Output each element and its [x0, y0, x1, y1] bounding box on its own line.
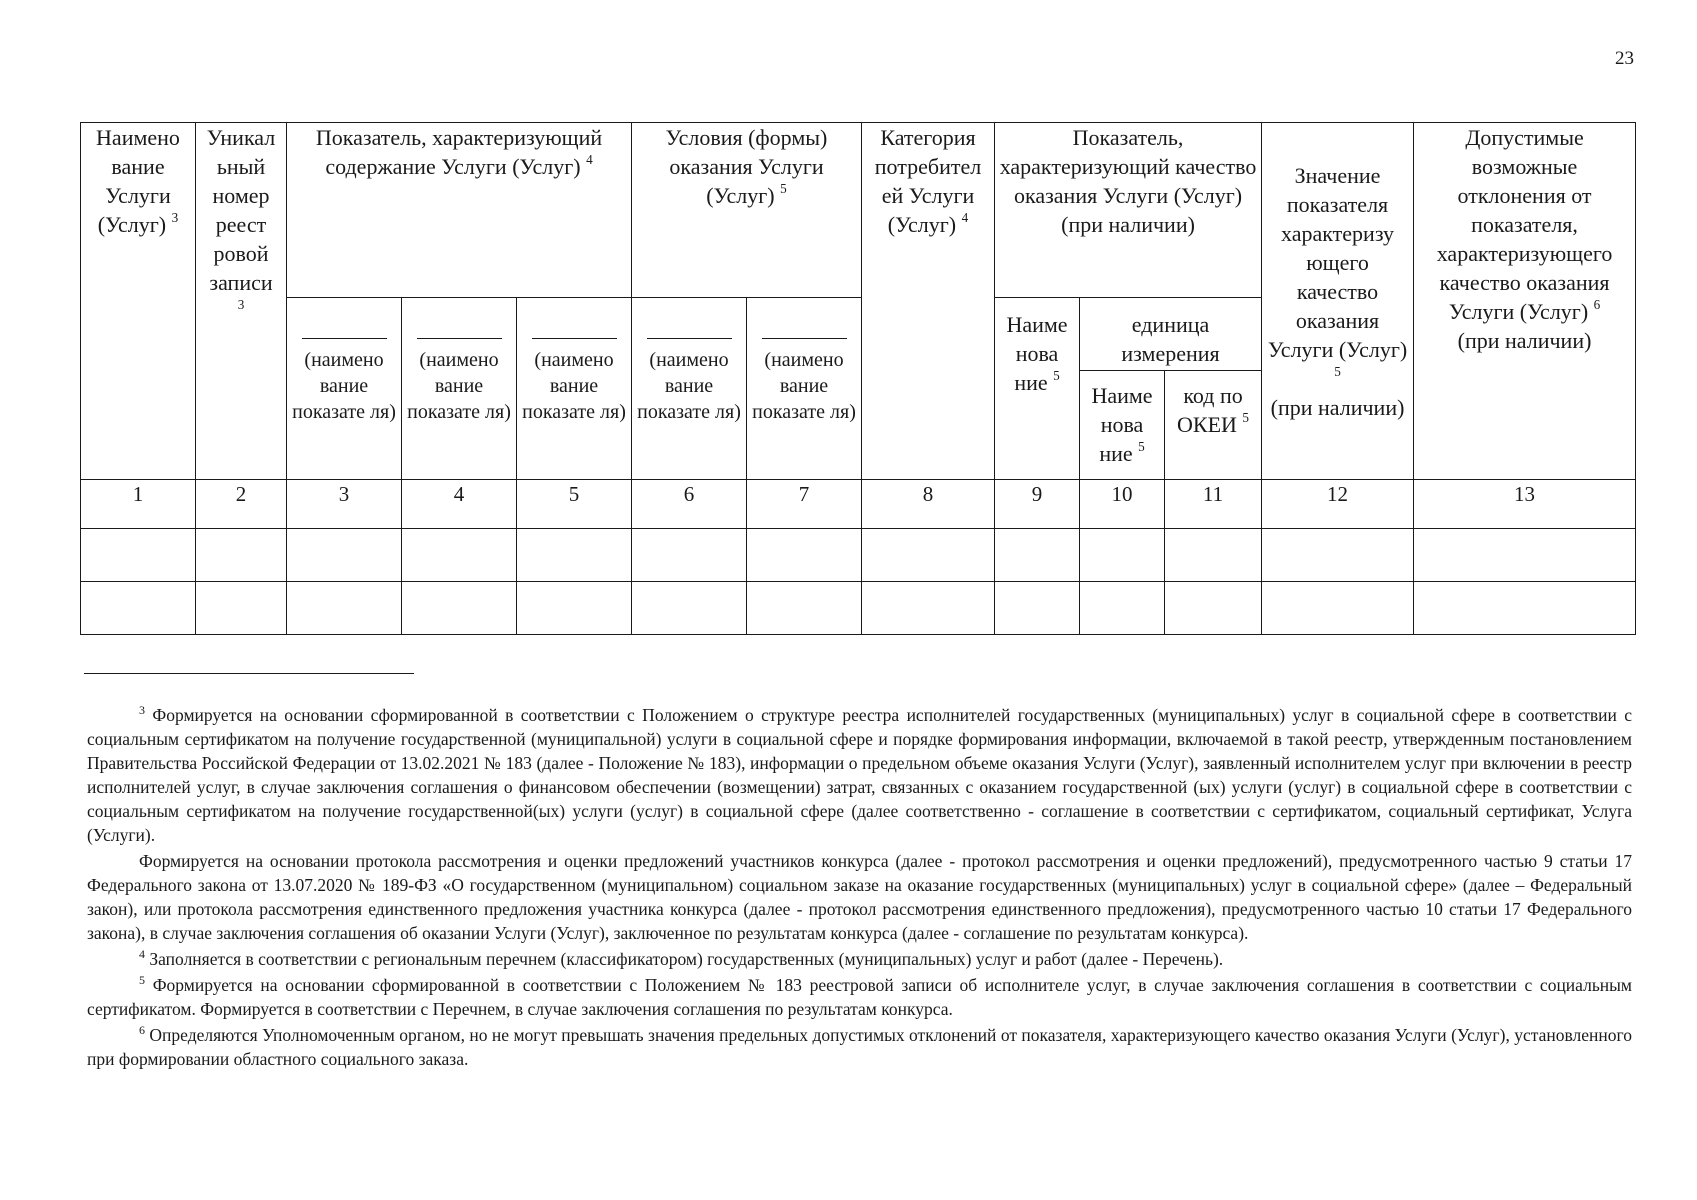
table-cell — [995, 529, 1080, 582]
footnote-separator — [84, 673, 414, 674]
table-row — [81, 582, 1636, 635]
table-cell — [862, 529, 995, 582]
column-number: 13 — [1414, 480, 1636, 529]
column-number: 4 — [402, 480, 517, 529]
table-cell — [632, 529, 747, 582]
column-number: 2 — [196, 480, 287, 529]
table-cell — [287, 582, 402, 635]
footnote-4: $^4$ Заполняется в соответствии с региональным перечнем (классификатором) государственных (муниципальных) услуг и работ (далее - Перечень). — [139, 947, 1224, 969]
table-cell — [196, 529, 287, 582]
blank-line — [647, 338, 732, 339]
condition-indicator-2: (наимено вание показате ля) — [747, 298, 862, 480]
table-cell — [862, 582, 995, 635]
table-cell — [402, 529, 517, 582]
header-content-indicator: Показатель, характеризующий содержание Услуги (Услуг) $^4$ — [287, 123, 632, 298]
column-number: 12 — [1262, 480, 1414, 529]
footnote-5: $^5$ Формируется на основании сформированной в соответствии с Положением № 183 реестровой записи об исполнителе услуг, в случае заключения соглашения в соответствии с социальным сертификатом. Формируется в соответствии с Перечнем, в случае заключения соглашения по результатам конкурса. — [87, 973, 1633, 1019]
table-cell — [995, 582, 1080, 635]
blank-line — [532, 338, 617, 339]
content-indicator-2: (наимено вание показате ля) — [402, 298, 517, 480]
table-cell — [287, 529, 402, 582]
header-indicator-value: Значение показателя характеризу ющего качество оказания Услуги (Услуг) $^5$ (при наличии) — [1262, 123, 1414, 480]
column-number: 11 — [1165, 480, 1262, 529]
table-cell — [1414, 529, 1636, 582]
table-cell — [1414, 582, 1636, 635]
content-indicator-3: (наимено вание показате ля) — [517, 298, 632, 480]
column-number: 8 — [862, 480, 995, 529]
services-table — [80, 122, 1636, 635]
column-number: 10 — [1080, 480, 1165, 529]
table-cell — [517, 582, 632, 635]
header-unit-name: Наиме нова ние $^5$ — [1080, 371, 1165, 480]
footnote-3-continued: Формируется на основании протокола рассмотрения и оценки предложений участников конкурса (далее - протокол рассмотрения и оценки предложений), предусмотренного частью 9 статьи 17 Федерального закона от 13.07.2020 № 189-ФЗ «О государственном (муниципальном) социальном заказе на оказание государственных (муниципальных) услуг в социальной сфере» (далее – Федеральный закон), или протокола рассмотрения единственного предложения участника конкурса (далее - протокол рассмотрения единственного предложения), предусмотренного частью 10 статьи 17 Федерального закона), в случае заключения соглашения об оказании Услуги (Услуг), заключенное по результатам конкурса (далее - соглашение по результатам конкурса). — [87, 851, 1632, 943]
column-number: 9 — [995, 480, 1080, 529]
header-allowed-deviations: Допустимые возможные отклонения от показателя, характеризующего качество оказания Услуги (Услуг) $^6$ (при наличии) — [1414, 123, 1636, 480]
table-cell — [517, 529, 632, 582]
table-cell — [1262, 582, 1414, 635]
header-row-1 — [81, 123, 1636, 298]
header-quality-name: Наиме нова ние $^5$ — [995, 298, 1080, 480]
table-cell — [747, 529, 862, 582]
table-cell — [81, 529, 196, 582]
column-number: 3 — [287, 480, 402, 529]
blank-line — [762, 338, 847, 339]
table-cell — [196, 582, 287, 635]
condition-indicator-1: (наимено вание показате ля) — [632, 298, 747, 480]
table-row — [81, 529, 1636, 582]
footnotes — [87, 703, 1632, 1073]
footnote-3: $^3$ Формируется на основании сформированной в соответствии с Положением о структуре реестра исполнителей государственных (муниципальных) услуг в социальной сфере в соответствии с социальным сертификатом на получение государственной (муниципальной) услуги в социальной сфере и порядке формирования информации, включаемой в такой реестр, утвержденным постановлением Правительства Российской Федерации от 13.02.2021 № 183 (далее - Положение № 183), информации о предельном объеме оказания Услуги (Услуг), заявленный исполнителем услуг при включении в реестр исполнителей услуг, в случае заключения соглашения о финансовом обеспечении (возмещении) затрат, связанных с оказанием государственной (ых) услуги (услуг) в социальной сфере в соответствии с социальным сертификатом на получение государственной(ых) услуги (услуг) в социальной сфере (далее соответственно - соглашение в соответствии с сертификатом, социальный сертификат, Услуга (Услуги). — [87, 703, 1632, 845]
table-cell — [402, 582, 517, 635]
column-number: 1 — [81, 480, 196, 529]
table-cell — [1165, 529, 1262, 582]
header-service-name: Наимено вание Услуги (Услуг) $^3$ — [81, 123, 196, 480]
content-indicator-1: (наимено вание показате ля) — [287, 298, 402, 480]
header-unit-code: код по ОКЕИ $^5$ — [1165, 371, 1262, 480]
header-conditions: Условия (формы) оказания Услуги (Услуг) $^5$ — [632, 123, 862, 298]
table-cell — [632, 582, 747, 635]
header-unit: единица измерения — [1080, 298, 1262, 371]
table-cell — [1165, 582, 1262, 635]
blank-line — [302, 338, 387, 339]
header-quality-indicator: Показатель, характеризующий качество оказания Услуги (Услуг) (при наличии) — [995, 123, 1262, 298]
column-number-row — [81, 480, 1636, 529]
blank-line — [417, 338, 502, 339]
page-number: 23 — [1615, 48, 1634, 69]
table-cell — [81, 582, 196, 635]
column-number: 5 — [517, 480, 632, 529]
footnote-6: $^6$ Определяются Уполномоченным органом, но не могут превышать значения предельных допустимых отклонений от показателя, характеризующего качество оказания Услуги (Услуг), установленного при формировании областного социального заказа. — [87, 1023, 1633, 1069]
header-consumer-category: Категория потребител ей Услуги (Услуг) $^4$ — [862, 123, 995, 480]
header-unique-number: Уникал ьный номер реест ровой записи $^3$ — [196, 123, 287, 480]
table-cell — [1080, 582, 1165, 635]
table-cell — [747, 582, 862, 635]
column-number: 6 — [632, 480, 747, 529]
table-cell — [1262, 529, 1414, 582]
column-number: 7 — [747, 480, 862, 529]
table-cell — [1080, 529, 1165, 582]
